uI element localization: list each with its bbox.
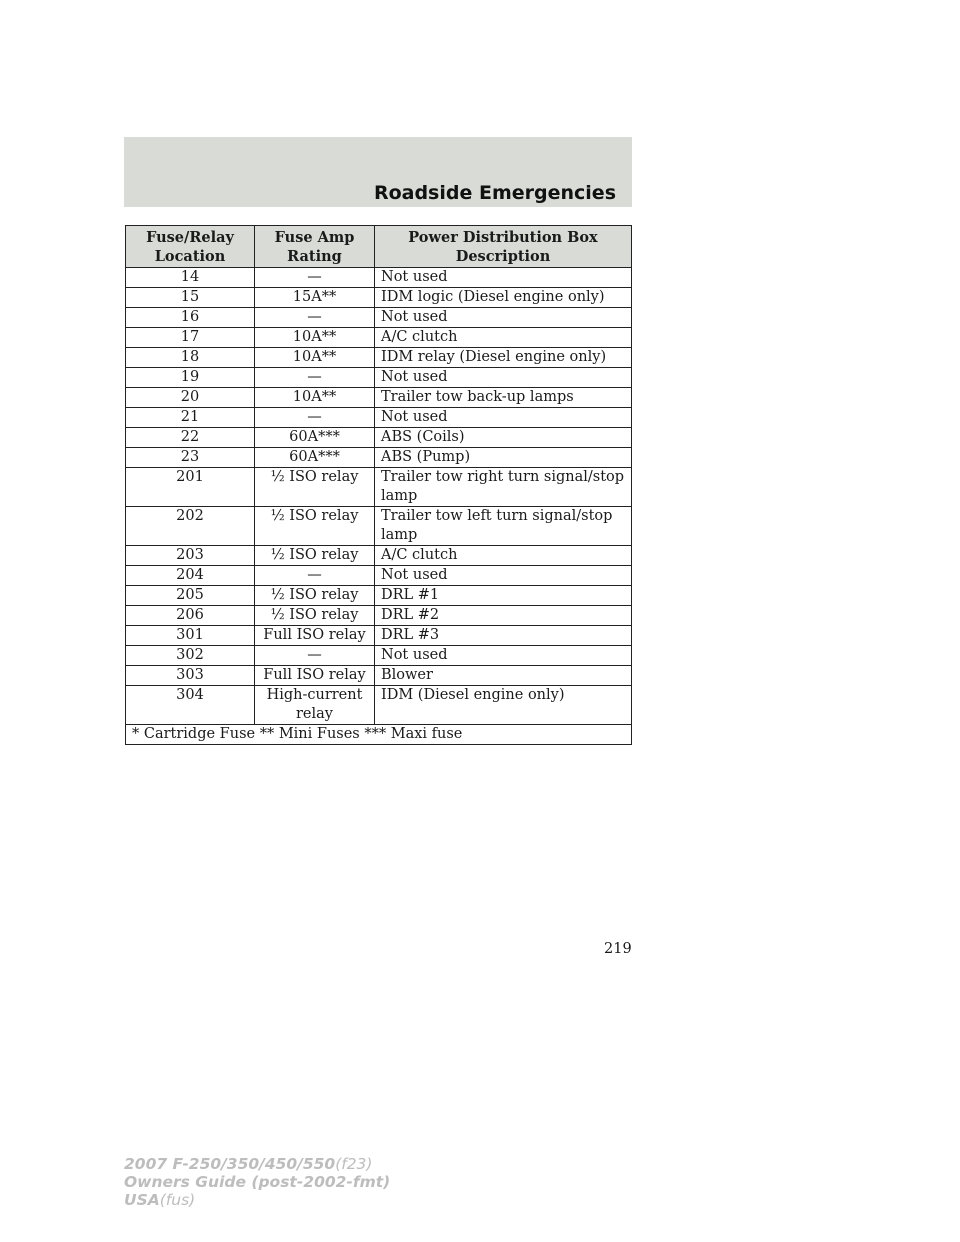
cell-description: Not used <box>375 308 632 328</box>
cell-amp-rating: — <box>255 268 375 288</box>
cell-amp-rating: — <box>255 308 375 328</box>
section-title: Roadside Emergencies <box>373 182 616 204</box>
table-row <box>126 288 632 308</box>
cell-description: DRL #3 <box>375 626 632 646</box>
cell-location: 304 <box>126 686 255 725</box>
cell-description: A/C clutch <box>375 546 632 566</box>
cell-location: 204 <box>126 566 255 586</box>
cell-location: 301 <box>126 626 255 646</box>
cell-location: 303 <box>126 666 255 686</box>
cell-description: Not used <box>375 368 632 388</box>
cell-location: 203 <box>126 546 255 566</box>
table-row <box>126 507 632 546</box>
table-row <box>126 348 632 368</box>
column-header-location: Fuse/Relay Location <box>126 226 255 268</box>
cell-amp-rating: 10A** <box>255 348 375 368</box>
cell-amp-rating: 15A** <box>255 288 375 308</box>
cell-location: 23 <box>126 448 255 468</box>
cell-description: Not used <box>375 408 632 428</box>
footer-market-code: (fus) <box>159 1191 196 1209</box>
cell-location: 202 <box>126 507 255 546</box>
cell-amp-rating: Full ISO relay <box>255 626 375 646</box>
table-row <box>126 468 632 507</box>
cell-location: 201 <box>126 468 255 507</box>
cell-amp-rating: 60A*** <box>255 448 375 468</box>
cell-amp-rating: — <box>255 408 375 428</box>
table-row <box>126 268 632 288</box>
cell-amp-rating: ½ ISO relay <box>255 586 375 606</box>
cell-amp-rating: — <box>255 566 375 586</box>
table-row <box>126 586 632 606</box>
cell-location: 16 <box>126 308 255 328</box>
cell-description: ABS (Pump) <box>375 448 632 468</box>
table-row <box>126 606 632 626</box>
footer-market: USA <box>124 1191 160 1209</box>
table-row <box>126 666 632 686</box>
cell-amp-rating: 10A** <box>255 328 375 348</box>
cell-description: Trailer tow back-up lamps <box>375 388 632 408</box>
table-row <box>126 448 632 468</box>
cell-location: 15 <box>126 288 255 308</box>
cell-location: 22 <box>126 428 255 448</box>
footer-guide: Owners Guide (post-2002-fmt) <box>124 1173 391 1191</box>
cell-amp-rating: — <box>255 368 375 388</box>
cell-amp-rating: ½ ISO relay <box>255 606 375 626</box>
cell-location: 14 <box>126 268 255 288</box>
cell-description: A/C clutch <box>375 328 632 348</box>
table-row <box>126 626 632 646</box>
column-header-amp-rating: Fuse Amp Rating <box>255 226 375 268</box>
column-header-description: Power Distribution Box Description <box>375 226 632 268</box>
cell-description: IDM (Diesel engine only) <box>375 686 632 725</box>
cell-amp-rating: ½ ISO relay <box>255 507 375 546</box>
cell-description: Trailer tow left turn signal/stop lamp <box>375 507 632 546</box>
cell-location: 302 <box>126 646 255 666</box>
table-footnote: * Cartridge Fuse ** Mini Fuses *** Maxi fuse <box>126 725 632 745</box>
cell-amp-rating: High-current relay <box>255 686 375 725</box>
cell-description: Blower <box>375 666 632 686</box>
fuse-table <box>125 225 632 745</box>
table-row <box>126 686 632 725</box>
footer-model-code: (f23) <box>335 1155 373 1173</box>
fuse-table-body <box>126 268 632 745</box>
page-number: 219 <box>604 941 632 957</box>
cell-location: 20 <box>126 388 255 408</box>
table-footnote-row <box>126 725 632 745</box>
table-row <box>126 566 632 586</box>
cell-description: DRL #2 <box>375 606 632 626</box>
table-row <box>126 388 632 408</box>
cell-location: 17 <box>126 328 255 348</box>
cell-description: ABS (Coils) <box>375 428 632 448</box>
table-row <box>126 646 632 666</box>
cell-location: 18 <box>126 348 255 368</box>
table-row <box>126 428 632 448</box>
cell-description: IDM relay (Diesel engine only) <box>375 348 632 368</box>
cell-description: Not used <box>375 268 632 288</box>
document-footer <box>124 1155 390 1209</box>
cell-location: 205 <box>126 586 255 606</box>
table-row <box>126 308 632 328</box>
cell-location: 21 <box>126 408 255 428</box>
cell-amp-rating: Full ISO relay <box>255 666 375 686</box>
table-header-row <box>126 226 632 268</box>
cell-description: DRL #1 <box>375 586 632 606</box>
cell-location: 19 <box>126 368 255 388</box>
table-row <box>126 368 632 388</box>
cell-amp-rating: ½ ISO relay <box>255 468 375 507</box>
table-row <box>126 408 632 428</box>
cell-description: Not used <box>375 646 632 666</box>
cell-amp-rating: — <box>255 646 375 666</box>
cell-description: Not used <box>375 566 632 586</box>
cell-location: 206 <box>126 606 255 626</box>
cell-amp-rating: 10A** <box>255 388 375 408</box>
cell-amp-rating: 60A*** <box>255 428 375 448</box>
table-row <box>126 328 632 348</box>
cell-description: Trailer tow right turn signal/stop lamp <box>375 468 632 507</box>
table-row <box>126 546 632 566</box>
footer-model: 2007 F-250/350/450/550 <box>124 1155 336 1173</box>
cell-description: IDM logic (Diesel engine only) <box>375 288 632 308</box>
cell-amp-rating: ½ ISO relay <box>255 546 375 566</box>
section-header-band <box>124 137 632 207</box>
